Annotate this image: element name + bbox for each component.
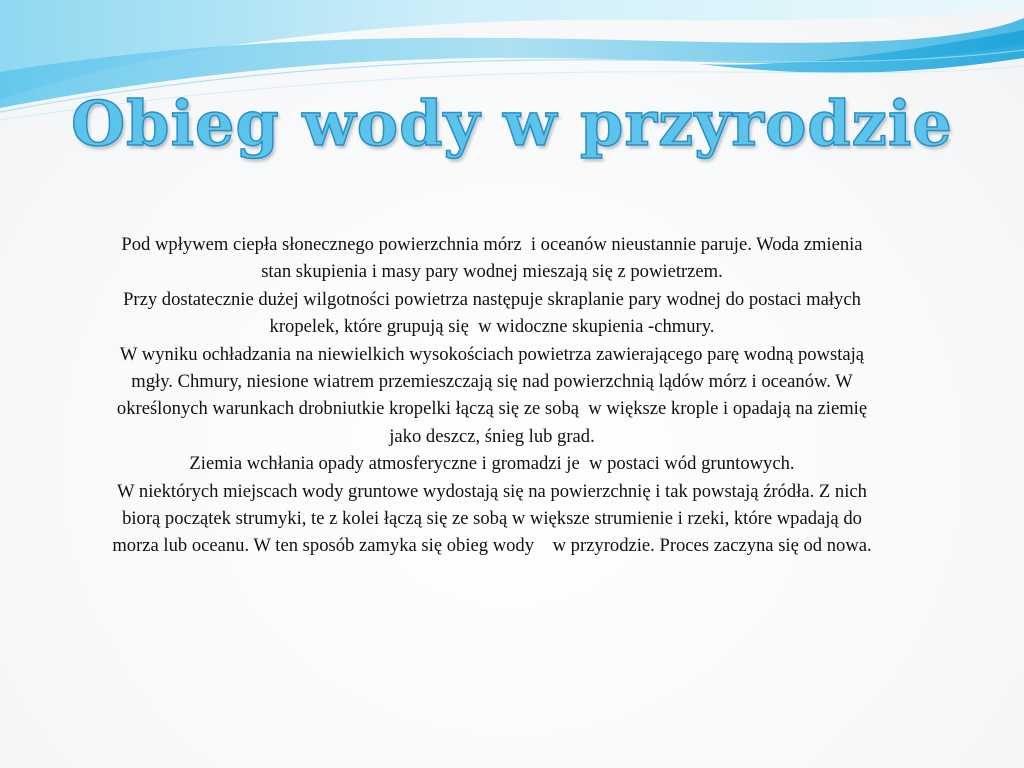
slide-body (105, 231, 879, 560)
slide-title: Obieg wody w przyrodzie (71, 87, 953, 160)
paragraph-groundwater: Ziemia wchłania opady atmosferyczne i gromadzi je w postaci wód gruntowych. (189, 453, 795, 475)
paragraph-precipitation: W wyniku ochładzania na niewielkich wysokościach powietrza zawierającego parę wodną powstają mgły. Chmury, niesione wiatrem przemieszczają się nad powierzchnią lądów mórz i oceanów. W określonych warunkach drobniutkie kropelki łączą się ze sobą w większe krople i opadają na ziemię jako deszcz, śnieg lub grad. (116, 343, 872, 447)
paragraph-springs-rivers: W niektórych miejscach wody gruntowe wydostają się na powierzchnię i tak powstają źródła. Z nich biorą początek strumyki, te z kolei łączą się ze sobą w większe strumienie i rzeki, które wpadają do morza lub oceanu. W ten sposób zamyka się obieg wody w przyrodzie. Proces zaczyna się od nowa. (112, 480, 872, 557)
paragraph-condensation: Przy dostatecznie dużej wilgotności powietrza następuje skraplanie pary wodnej do postaci małych kropelek, które grupują się w widoczne skupienia -chmury. (123, 288, 866, 338)
paragraph-evaporation: Pod wpływem ciepła słonecznego powierzchnia mórz i oceanów nieustannie paruje. Woda zmienia stan skupienia i masy pary wodnej mieszają się z powietrzem. (121, 234, 868, 283)
